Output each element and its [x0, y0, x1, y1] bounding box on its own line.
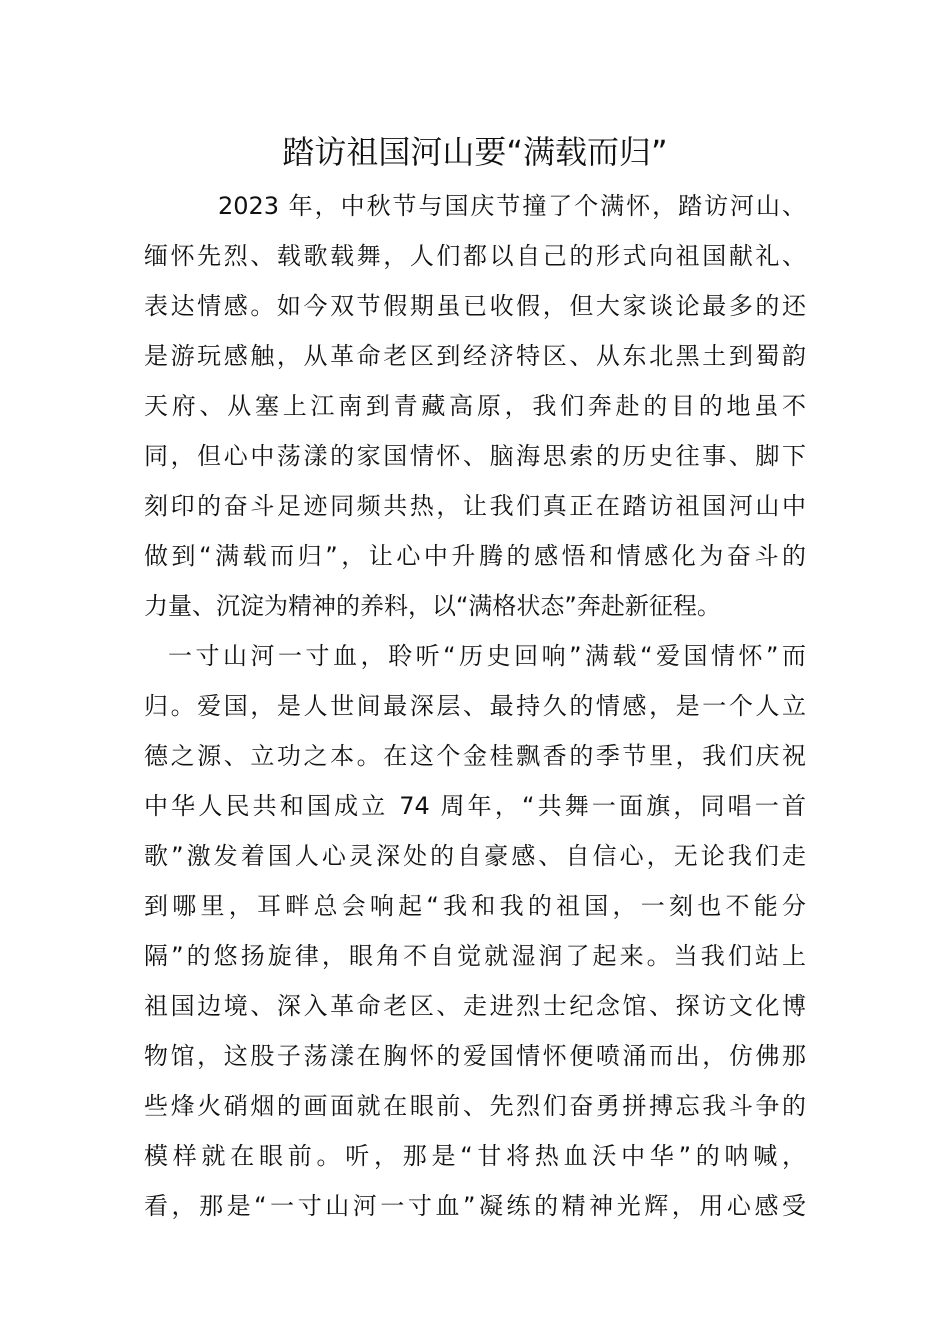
paragraph-line: 德之源、立功之本。在这个金桂飘香的季节里，我们庆祝	[144, 742, 806, 770]
paragraph-line: 做到“满载而归”，让心中升腾的感悟和情感化为奋斗的	[144, 542, 806, 570]
paragraph-line: 归。爱国，是人世间最深层、最持久的情感，是一个人立	[144, 692, 806, 720]
paragraph-line: 中华人民共和国成立 74 周年，“共舞一面旗，同唱一首	[144, 792, 806, 820]
paragraph-line: 力量、沉淀为精神的养料，以“满格状态”奔赴新征程。	[144, 592, 721, 620]
paragraph-line: 模样就在眼前。听，那是“甘将热血沃中华”的呐喊，	[144, 1142, 806, 1170]
paragraph-line: 同，但心中荡漾的家国情怀、脑海思索的历史往事、脚下	[144, 442, 806, 470]
paragraph-line: 缅怀先烈、载歌载舞，人们都以自己的形式向祖国献礼、	[144, 242, 806, 270]
paragraph-line: 歌”激发着国人心灵深处的自豪感、自信心，无论我们走	[144, 842, 806, 870]
paragraph-line: 到哪里，耳畔总会响起“我和我的祖国，一刻也不能分	[144, 892, 806, 920]
paragraph-line: 是游玩感触，从革命老区到经济特区、从东北黑土到蜀韵	[144, 342, 806, 370]
paragraph-line: 看，那是“一寸山河一寸血”凝练的精神光辉，用心感受	[144, 1192, 806, 1220]
paragraph-line: 刻印的奋斗足迹同频共热，让我们真正在踏访祖国河山中	[144, 492, 806, 520]
paragraph-line: 天府、从塞上江南到青藏高原，我们奔赴的目的地虽不	[144, 392, 806, 420]
paragraph-line: 祖国边境、深入革命老区、走进烈士纪念馆、探访文化博	[144, 992, 806, 1020]
paragraph-line: 表达情感。如今双节假期虽已收假，但大家谈论最多的还	[144, 292, 806, 320]
paragraph-line: 些烽火硝烟的画面就在眼前、先烈们奋勇拼搏忘我斗争的	[144, 1092, 806, 1120]
paragraph-line: 2023 年，中秋节与国庆节撞了个满怀，踏访河山、	[218, 192, 806, 220]
paragraph-line: 物馆，这股子荡漾在胸怀的爱国情怀便喷涌而出，仿佛那	[144, 1042, 806, 1070]
paragraph-line: 隔”的悠扬旋律，眼角不自觉就湿润了起来。当我们站上	[144, 942, 806, 970]
paragraph-line: 一寸山河一寸血，聆听“历史回响”满载“爱国情怀”而	[168, 642, 806, 670]
document-title: 踏访祖国河山要“满载而归”	[282, 133, 668, 171]
